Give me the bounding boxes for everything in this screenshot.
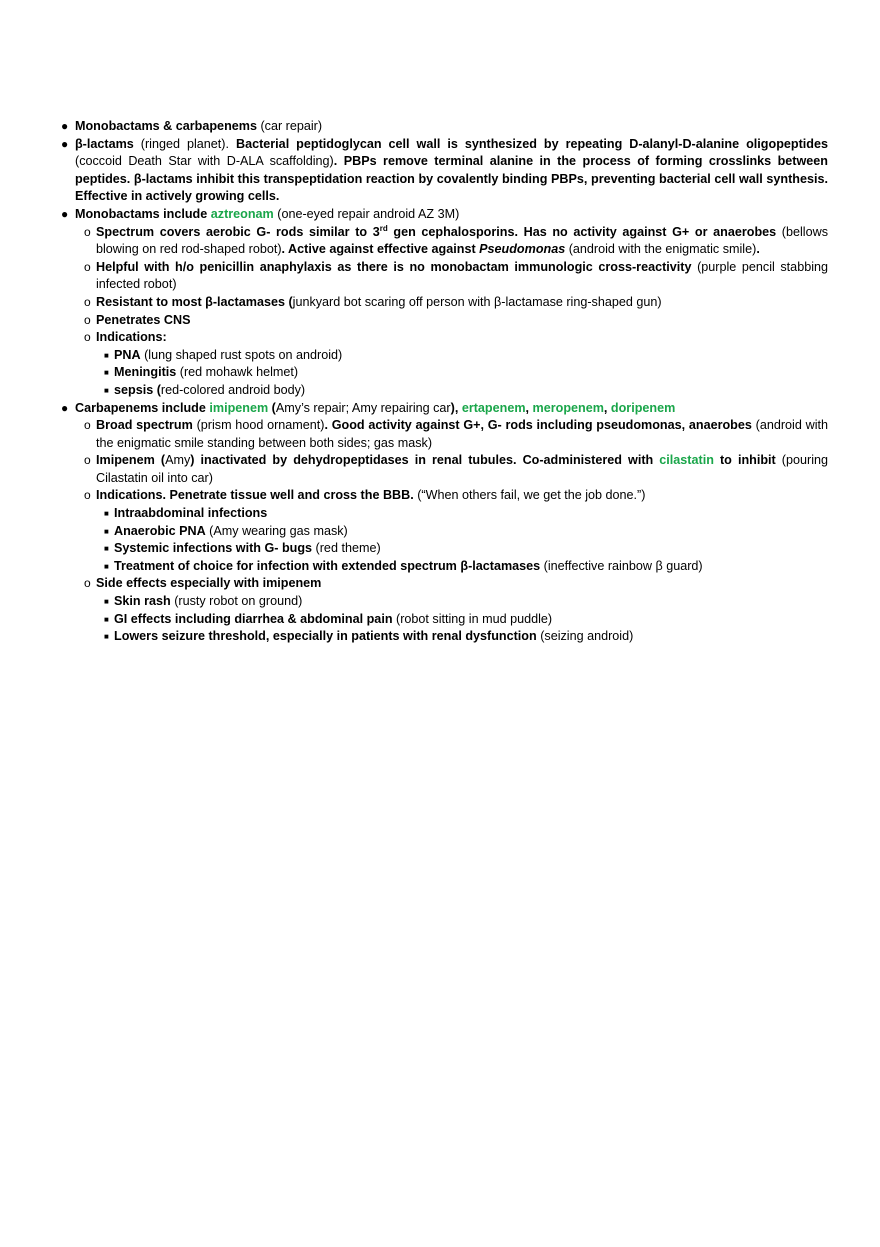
sub-indications: o Indications: [0,329,880,347]
drug-name: aztreonam [210,206,274,221]
drug-name: ertapenem [461,400,526,415]
circle-bullet-icon: o [84,312,91,327]
bullet-beta-lactams: ● β-lactams (ringed planet). Bacterial peptidoglycan cell wall is synthesized by repeating D-alanyl-D-alanine oligopeptides (coccoid Death Star with D-ALA scaffolding). PBPs remove terminal alanine in the process of forming crosslinks between peptides. β-lactams inhibit this transpeptidation reaction by covalently binding PBPs, preventing bacterial cell wall synthesis. Effective in actively growing cells. [61,136,828,204]
mnemonic: (car repair) [256,119,323,133]
circle-bullet-icon: o [84,453,91,468]
term: Monobactams & carbapenems [75,119,257,133]
sub-carba-indications: o Indications. Penetrate tissue well and cross the BBB. (“When others fail, we get the job done.”) [0,487,880,505]
bullet-icon: ● [61,400,69,415]
circle-bullet-icon: o [84,259,91,274]
bullet-icon: ● [61,206,69,221]
square-bullet-icon: ■ [104,385,109,395]
indication-esbl: ■ Treatment of choice for infection with extended spectrum β-lactamases (ineffective rainbow β guard) [0,558,880,576]
bullet-monobactams: ● Monobactams include aztreonam (one-eyed repair android AZ 3M) [0,206,880,224]
square-bullet-icon: ■ [104,597,109,607]
bullet-icon: ● [61,136,69,151]
sub-spectrum: o Spectrum covers aerobic G- rods similar to 3rd gen cephalosporins. Has no activity against G+ or anaerobes (bellows blowing on red rod-shaped robot). Active against effective against Pseudomonas (android with the enigmatic smile). [84,223,828,257]
notes-page [0,118,880,646]
square-bullet-icon: ■ [104,614,109,624]
bullet-monobactams-carbapenems [0,118,880,136]
sub-helpful: o Helpful with h/o penicillin anaphylaxis as there is no monobactam immunologic cross-reactivity (purple pencil stabbing infected robot) [84,259,829,292]
square-bullet-icon: ■ [104,561,109,571]
square-bullet-icon: ■ [104,632,109,642]
sub-broad-spectrum: o Broad spectrum (prism hood ornament). Good activity against G+, G- rods including pseudomonas, anaerobes (android with the enigmatic smile standing between both sides; gas mask) [84,418,828,450]
square-bullet-icon: ■ [104,544,109,554]
circle-bullet-icon: o [84,576,91,591]
side-effect-gi: ■ GI effects including diarrhea & abdominal pain (robot sitting in mud puddle) [0,611,880,629]
indication-meningitis: ■ Meningitis (red mohawk helmet) [0,364,880,382]
indication-sepsis: ■ sepsis (red-colored android body) [0,382,880,400]
square-bullet-icon: ■ [104,350,109,360]
indication-pna: ■ PNA (lung shaped rust spots on android) [0,347,880,365]
drug-name: meropenem [532,400,604,415]
bullet-carbapenems: ● Carbapenems include imipenem (Amy’s repair; Amy repairing car), ertapenem, meropenem, doripenem [0,400,880,418]
square-bullet-icon: ■ [104,509,109,519]
sub-imipenem: o Imipenem (Amy) inactivated by dehydropeptidases in renal tubules. Co-administered with cilastatin to inhibit (pouring Cilastatin oil into car) [84,453,829,485]
bullet-icon: ● [61,119,69,133]
circle-bullet-icon: o [84,418,91,433]
circle-bullet-icon: o [84,224,91,239]
drug-name: doripenem [610,400,676,415]
indication-systemic: ■ Systemic infections with G- bugs (red theme) [0,540,880,558]
drug-name: imipenem [209,400,269,415]
indication-anaerobic-pna: ■ Anaerobic PNA (Amy wearing gas mask) [0,523,880,541]
side-effect-rash: ■ Skin rash (rusty robot on ground) [0,593,880,611]
circle-bullet-icon: o [84,488,91,503]
square-bullet-icon: ■ [104,526,109,536]
sub-cns: o Penetrates CNS [0,312,880,330]
indication-intraabdominal: ■ Intraabdominal infections [0,505,880,523]
sub-side-effects: o Side effects especially with imipenem [0,575,880,593]
circle-bullet-icon: o [84,294,91,309]
circle-bullet-icon: o [84,330,91,345]
side-effect-seizure: ■ Lowers seizure threshold, especially in patients with renal dysfunction (seizing android) [0,628,880,646]
sub-resistant: o Resistant to most β-lactamases (junkyard bot scaring off person with β-lactamase ring-shaped gun) [0,294,880,312]
square-bullet-icon: ■ [104,368,109,378]
drug-name: cilastatin [659,453,714,468]
